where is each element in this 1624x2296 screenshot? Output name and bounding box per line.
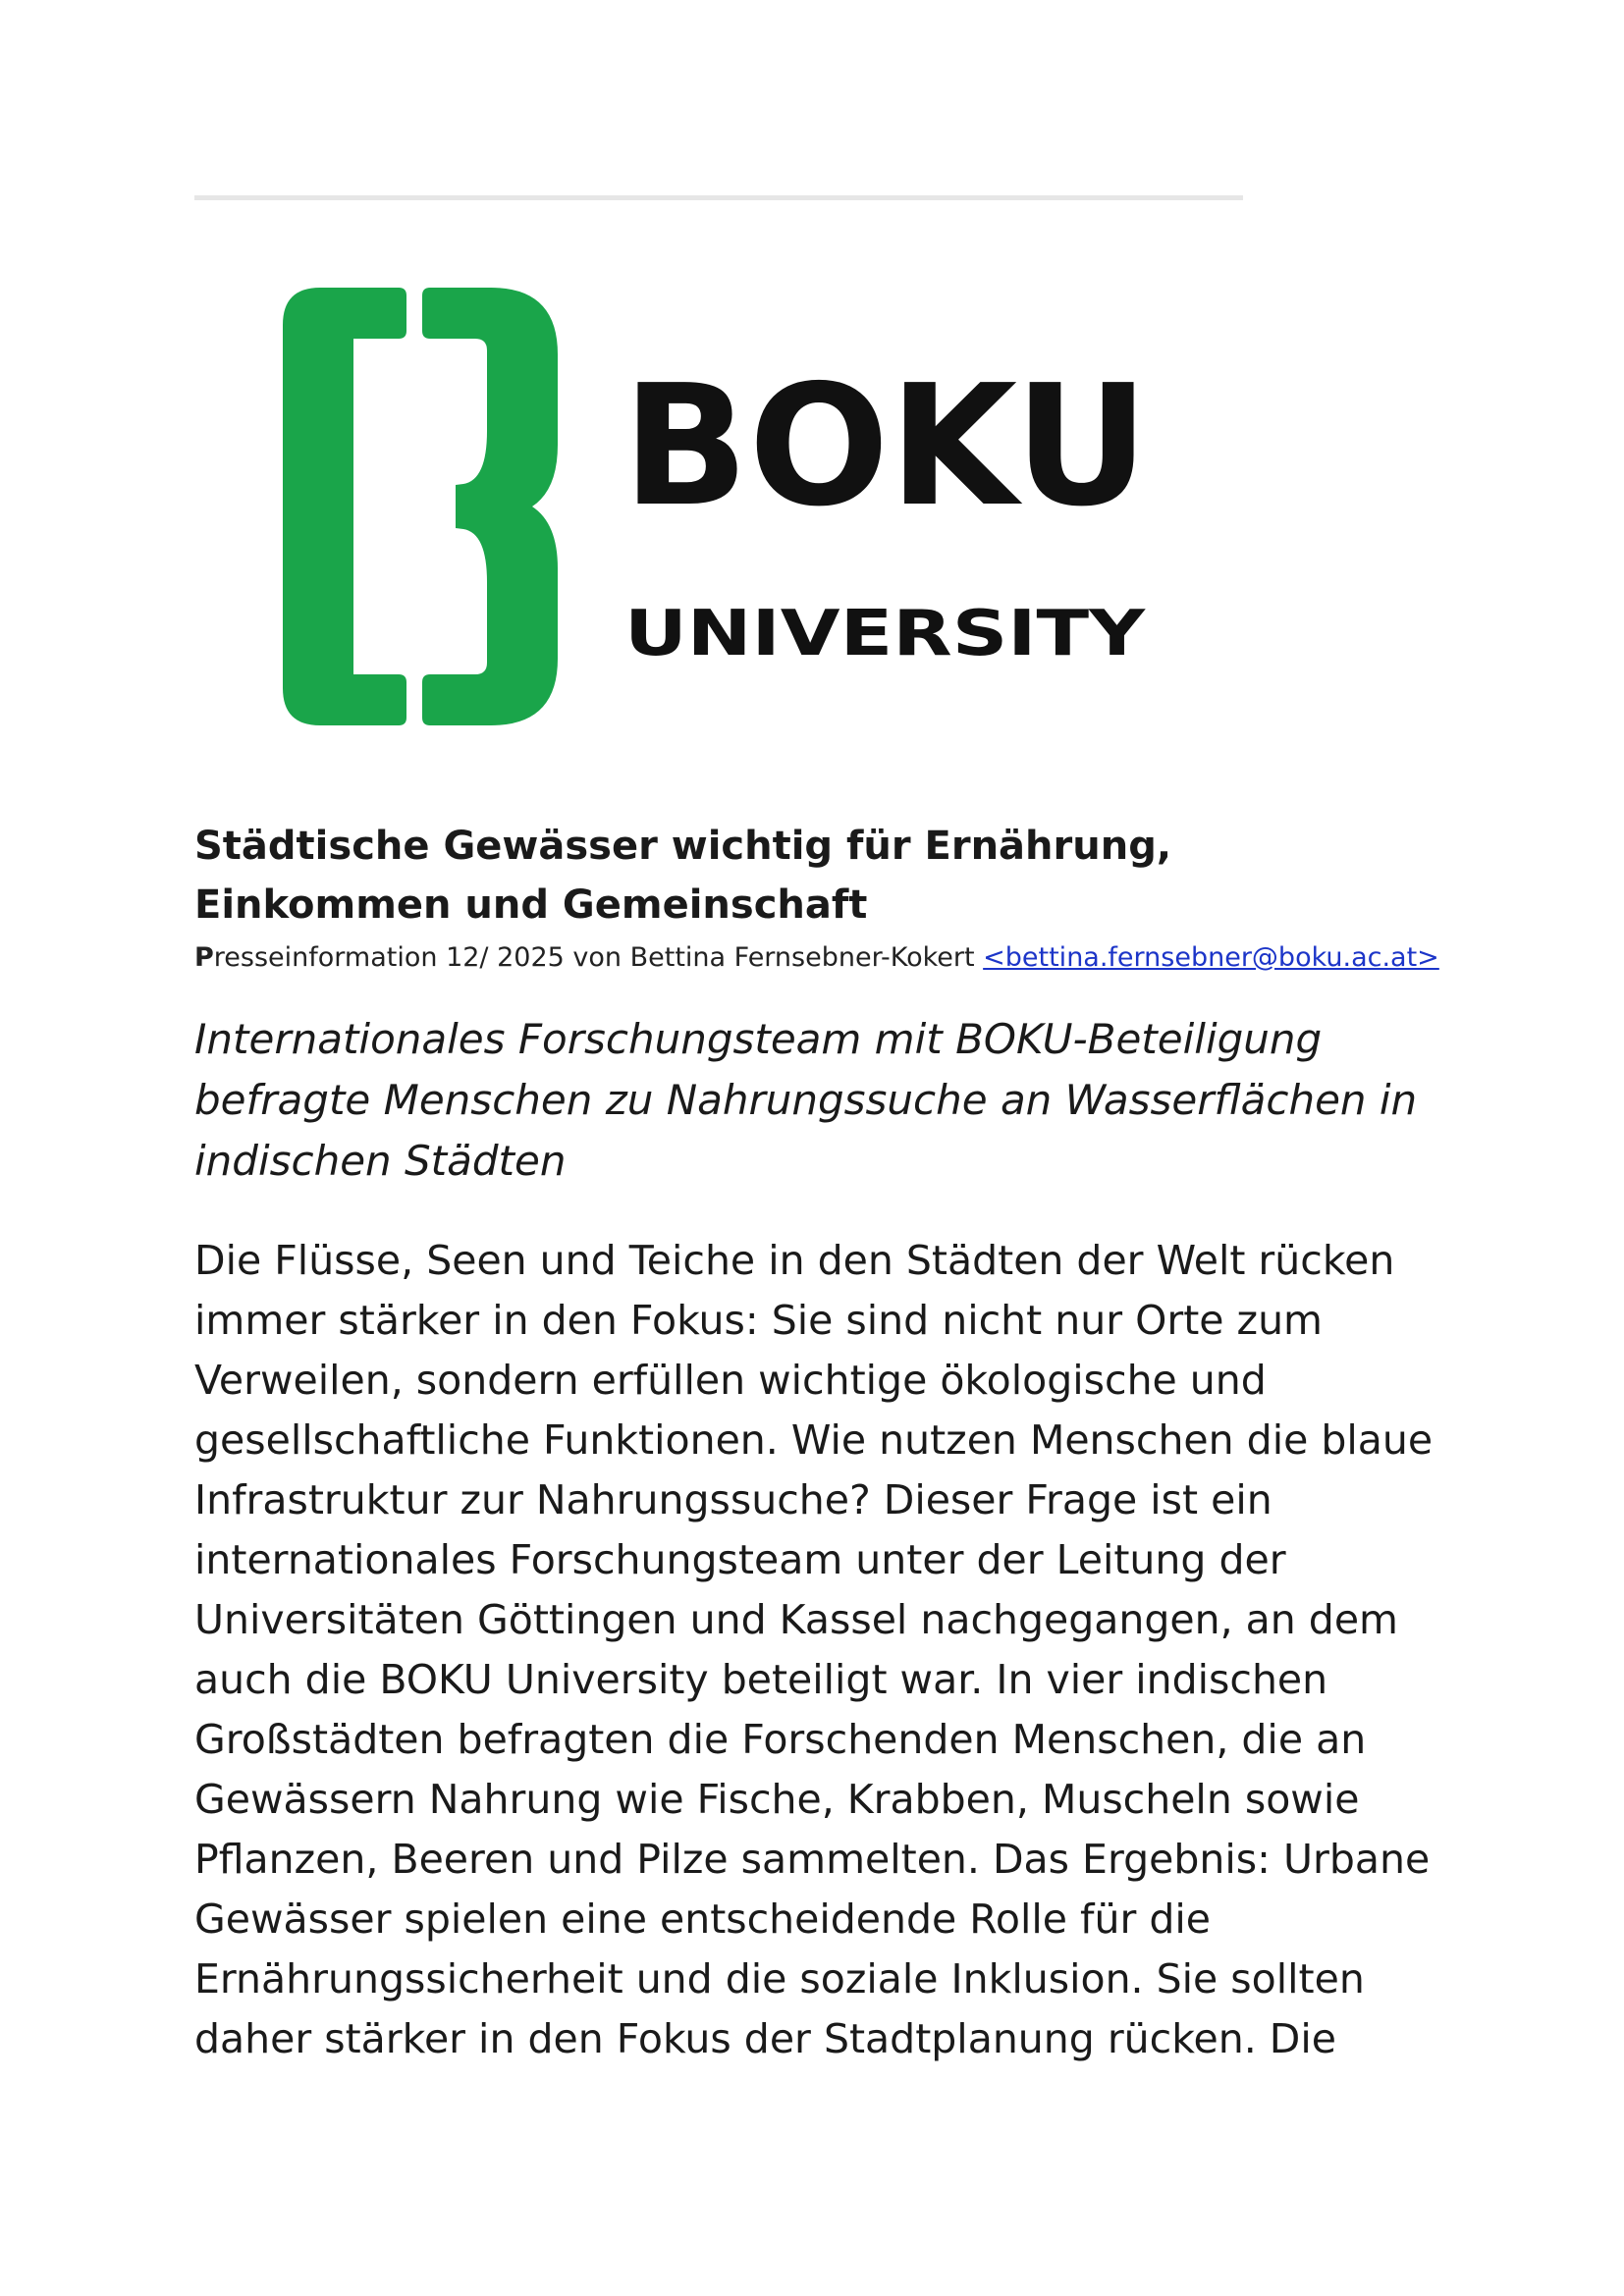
byline-text: resseinformation 12/ 2025 von Bettina Fernsebner-Kokert	[213, 942, 984, 973]
boku-bracket-b-logo-icon	[283, 288, 1166, 725]
logo-subline: UNIVERSITY	[624, 598, 1146, 670]
article-headline: Städtische Gewässer wichtig für Ernährung, Einkommen und Gemeinschaft	[194, 824, 1172, 928]
article-subheadline: Internationales Forschungsteam mit BOKU-Beteiligung befragte Menschen zu Nahrungssuche an Wasserflächen in indischen Städten	[194, 1015, 1418, 1185]
article-body-paragraph: Die Flüsse, Seen und Teiche in den Städten der Welt rücken immer stärker in den Fokus: Sie sind nicht nur Orte zum Verweilen, sondern erfüllen wichtige ökologische und gesellschaftliche Funktionen. Wie nutzen Menschen die blaue Infrastruktur zur Nahrungssuche? Dieser Frage ist ein internationales Forschungsteam unter der Leitung der Universitäten Göttingen und Kassel nachgegangen, an dem auch die BOKU University beteiligt war. In vier indischen Großstädten befragten die Forschenden Menschen, die an Gewässern Nahrung wie Fische, Krabben, Muscheln sowie Pflanzen, Beeren und Pilze sammelten. Das Ergebnis: Urbane Gewässer spielen eine entscheidende Rolle für die Ernährungssicherheit und die soziale Inklusion. Sie sollten daher stärker in den Fokus der Stadtplanung rücken. Die	[194, 1237, 1434, 2062]
byline-initial: P	[194, 942, 214, 973]
author-email-link[interactable]: <bettina.fernsebner@boku.ac.at>	[983, 942, 1439, 973]
logo-wordmark: BOKU	[623, 349, 1149, 544]
top-divider	[194, 195, 1243, 200]
article-byline	[194, 938, 1441, 978]
article	[194, 817, 1441, 2069]
logo-mark	[283, 288, 558, 725]
boku-university-logo	[283, 288, 1166, 725]
